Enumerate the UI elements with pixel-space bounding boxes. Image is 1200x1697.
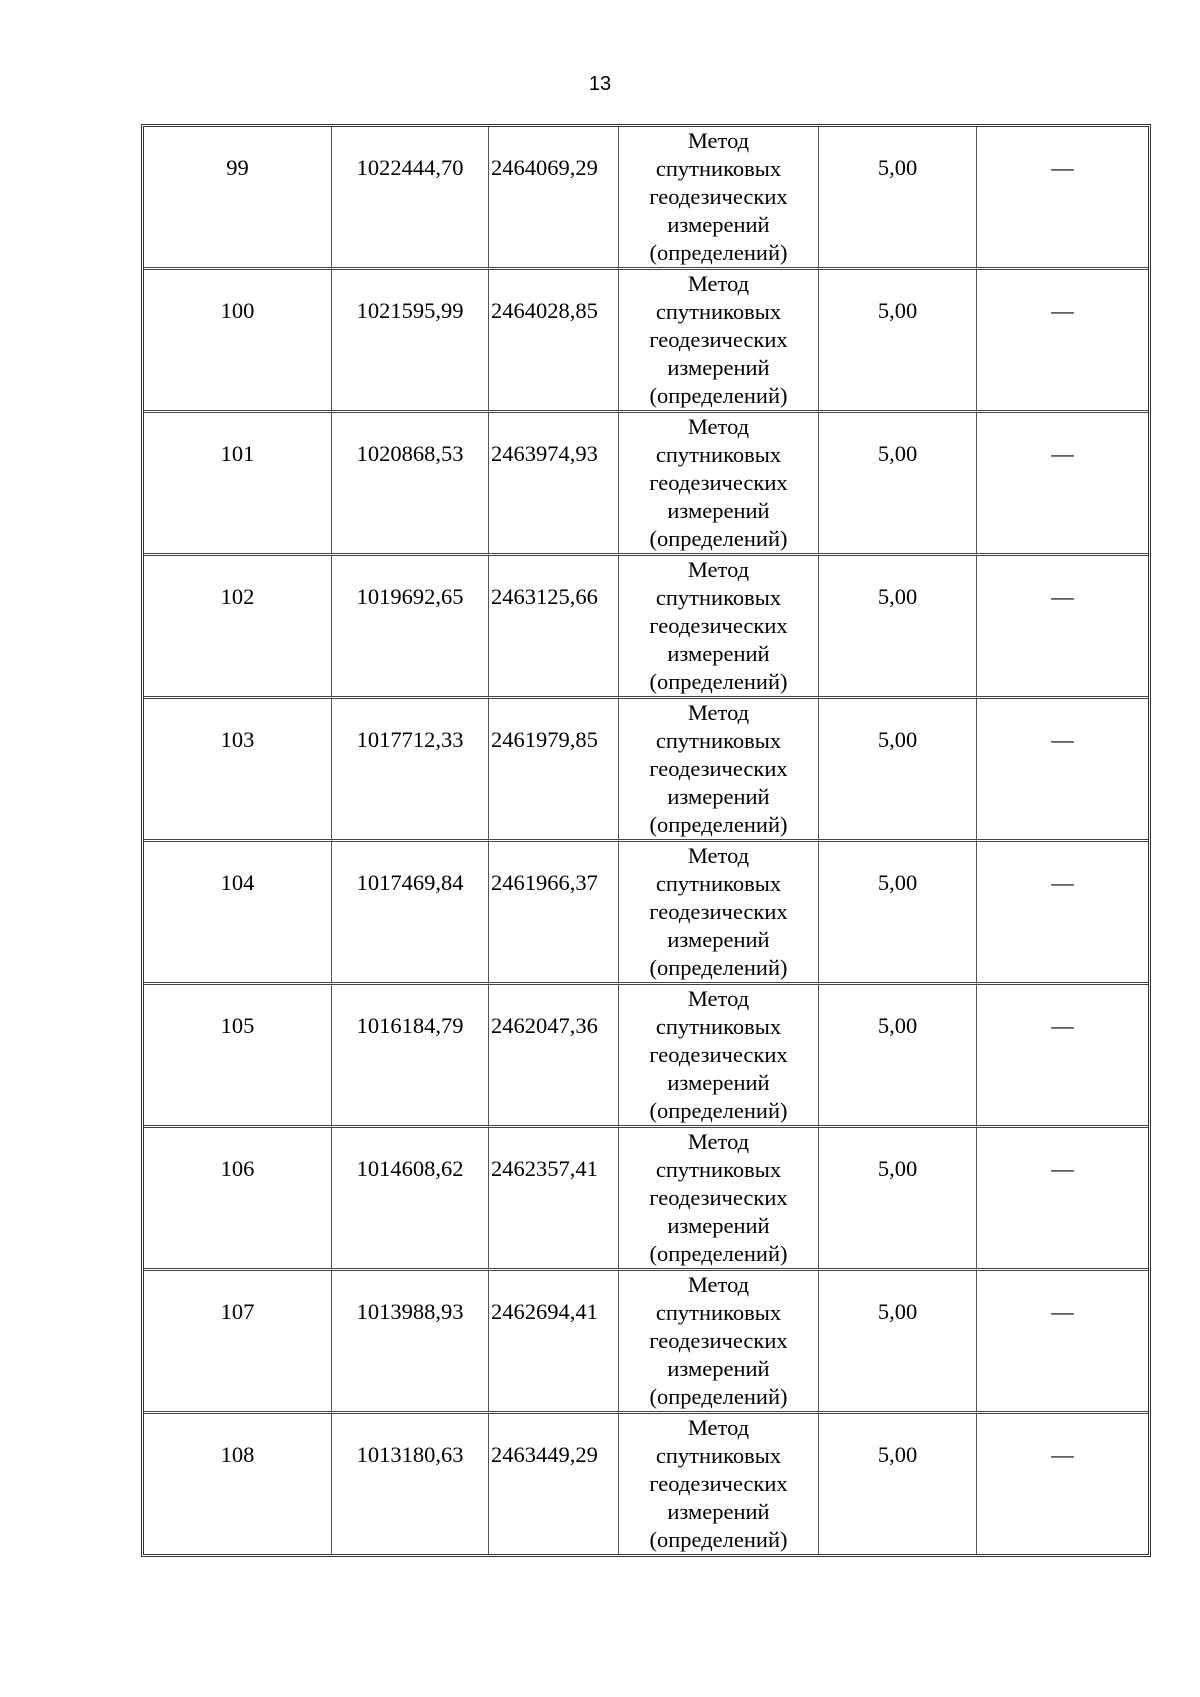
point-number-cell: 106 bbox=[144, 1128, 332, 1271]
method-text-line: геодезических bbox=[649, 756, 788, 781]
method-text-line: спутниковых bbox=[655, 1443, 782, 1468]
coordinate-x-cell: 1021595,99 bbox=[332, 270, 489, 413]
method-text-line: геодезических bbox=[649, 1471, 788, 1496]
table-row bbox=[144, 985, 1148, 1128]
method-text-line: измерений bbox=[667, 1213, 770, 1238]
table-row bbox=[144, 699, 1148, 842]
method-text-line: геодезических bbox=[649, 470, 788, 495]
precision-cell: 5,00 bbox=[819, 1128, 977, 1271]
method-text-line: геодезических bbox=[649, 1042, 788, 1067]
method-cell bbox=[619, 127, 819, 270]
description-value: — bbox=[1051, 441, 1074, 466]
precision-cell: 5,00 bbox=[819, 270, 977, 413]
method-text-line: (определений) bbox=[649, 526, 788, 551]
method-text-line: измерений bbox=[667, 212, 770, 237]
coordinate-x-cell: 1014608,62 bbox=[332, 1128, 489, 1271]
table-row bbox=[144, 1414, 1148, 1554]
method-text-line: (определений) bbox=[649, 1384, 788, 1409]
method-text-line: (определений) bbox=[649, 383, 788, 408]
method-text-line: Метод bbox=[687, 1129, 750, 1154]
point-number-cell: 103 bbox=[144, 699, 332, 842]
method-text-line: Метод bbox=[687, 271, 750, 296]
coordinate-x-cell: 1022444,70 bbox=[332, 127, 489, 270]
method-text-line: Метод bbox=[687, 128, 750, 153]
method-text-line: Метод bbox=[687, 557, 750, 582]
description-cell bbox=[977, 127, 1148, 270]
point-number-cell: 101 bbox=[144, 413, 332, 556]
description-cell bbox=[977, 985, 1148, 1128]
method-text-line: (определений) bbox=[649, 669, 788, 694]
point-number-cell: 99 bbox=[144, 127, 332, 270]
description-cell bbox=[977, 1128, 1148, 1271]
description-value: — bbox=[1051, 1013, 1074, 1038]
method-cell bbox=[619, 699, 819, 842]
table-row bbox=[144, 1128, 1148, 1271]
method-cell bbox=[619, 1128, 819, 1271]
coordinate-y-cell: 2462357,41 bbox=[489, 1128, 619, 1271]
method-text-line: Метод bbox=[687, 1272, 750, 1297]
method-text-line: геодезических bbox=[649, 1328, 788, 1353]
table-row bbox=[144, 842, 1148, 985]
description-cell bbox=[977, 1271, 1148, 1414]
method-cell bbox=[619, 842, 819, 985]
description-value: — bbox=[1051, 1299, 1074, 1324]
method-text-line: геодезических bbox=[649, 899, 788, 924]
coordinate-y-cell: 2463449,29 bbox=[489, 1414, 619, 1554]
description-value: — bbox=[1051, 727, 1074, 752]
precision-cell: 5,00 bbox=[819, 1271, 977, 1414]
method-text-line: (определений) bbox=[649, 955, 788, 980]
description-value: — bbox=[1051, 1156, 1074, 1181]
method-text-line: Метод bbox=[687, 1415, 750, 1440]
method-text-line: измерений bbox=[667, 1499, 770, 1524]
coordinate-y-cell: 2464028,85 bbox=[489, 270, 619, 413]
precision-cell: 5,00 bbox=[819, 842, 977, 985]
point-number-cell: 108 bbox=[144, 1414, 332, 1554]
method-text-line: измерений bbox=[667, 641, 770, 666]
method-cell bbox=[619, 556, 819, 699]
description-cell bbox=[977, 699, 1148, 842]
description-value: — bbox=[1051, 298, 1074, 323]
coordinate-y-cell: 2463974,93 bbox=[489, 413, 619, 556]
coordinate-y-cell: 2461979,85 bbox=[489, 699, 619, 842]
precision-cell: 5,00 bbox=[819, 413, 977, 556]
method-text-line: спутниковых bbox=[655, 585, 782, 610]
description-cell bbox=[977, 1414, 1148, 1554]
description-cell bbox=[977, 413, 1148, 556]
coordinate-y-cell: 2463125,66 bbox=[489, 556, 619, 699]
method-text-line: спутниковых bbox=[655, 1157, 782, 1182]
method-text-line: геодезических bbox=[649, 613, 788, 638]
method-text-line: Метод bbox=[687, 414, 750, 439]
point-number-cell: 105 bbox=[144, 985, 332, 1128]
method-text-line: (определений) bbox=[649, 812, 788, 837]
method-text-line: спутниковых bbox=[655, 442, 782, 467]
coordinate-x-cell: 1020868,53 bbox=[332, 413, 489, 556]
point-number-cell: 104 bbox=[144, 842, 332, 985]
method-text-line: спутниковых bbox=[655, 1014, 782, 1039]
table-row bbox=[144, 413, 1148, 556]
description-value: — bbox=[1051, 155, 1074, 180]
coordinate-y-cell: 2464069,29 bbox=[489, 127, 619, 270]
method-text-line: спутниковых bbox=[655, 871, 782, 896]
method-text-line: геодезических bbox=[649, 184, 788, 209]
precision-cell: 5,00 bbox=[819, 556, 977, 699]
method-text-line: (определений) bbox=[649, 1527, 788, 1552]
table-row bbox=[144, 270, 1148, 413]
method-cell bbox=[619, 1271, 819, 1414]
table-row bbox=[144, 556, 1148, 699]
coordinate-y-cell: 2461966,37 bbox=[489, 842, 619, 985]
method-text-line: Метод bbox=[687, 700, 750, 725]
coordinate-x-cell: 1017469,84 bbox=[332, 842, 489, 985]
method-text-line: (определений) bbox=[649, 1241, 788, 1266]
method-cell bbox=[619, 270, 819, 413]
coordinates-table bbox=[141, 124, 1151, 1557]
description-cell bbox=[977, 842, 1148, 985]
method-text-line: измерений bbox=[667, 927, 770, 952]
description-value: — bbox=[1051, 870, 1074, 895]
description-cell bbox=[977, 556, 1148, 699]
description-cell bbox=[977, 270, 1148, 413]
method-cell bbox=[619, 413, 819, 556]
method-text-line: спутниковых bbox=[655, 728, 782, 753]
description-value: — bbox=[1051, 584, 1074, 609]
method-text-line: Метод bbox=[687, 986, 750, 1011]
point-number-cell: 107 bbox=[144, 1271, 332, 1414]
method-cell bbox=[619, 985, 819, 1128]
method-text-line: измерений bbox=[667, 1070, 770, 1095]
method-text-line: геодезических bbox=[649, 1185, 788, 1210]
coordinate-x-cell: 1013180,63 bbox=[332, 1414, 489, 1554]
precision-cell: 5,00 bbox=[819, 127, 977, 270]
method-text-line: измерений bbox=[667, 784, 770, 809]
coordinate-y-cell: 2462694,41 bbox=[489, 1271, 619, 1414]
method-text-line: измерений bbox=[667, 1356, 770, 1381]
coordinate-y-cell: 2462047,36 bbox=[489, 985, 619, 1128]
method-text-line: (определений) bbox=[649, 240, 788, 265]
method-text-line: (определений) bbox=[649, 1098, 788, 1123]
coordinate-x-cell: 1019692,65 bbox=[332, 556, 489, 699]
coordinate-x-cell: 1016184,79 bbox=[332, 985, 489, 1128]
table-row bbox=[144, 127, 1148, 270]
point-number-cell: 102 bbox=[144, 556, 332, 699]
method-text-line: измерений bbox=[667, 498, 770, 523]
coordinate-x-cell: 1013988,93 bbox=[332, 1271, 489, 1414]
point-number-cell: 100 bbox=[144, 270, 332, 413]
precision-cell: 5,00 bbox=[819, 1414, 977, 1554]
description-value: — bbox=[1051, 1442, 1074, 1467]
page-number: 13 bbox=[588, 73, 612, 95]
method-text-line: геодезических bbox=[649, 327, 788, 352]
method-text-line: измерений bbox=[667, 355, 770, 380]
method-text-line: спутниковых bbox=[655, 299, 782, 324]
table-row bbox=[144, 1271, 1148, 1414]
precision-cell: 5,00 bbox=[819, 699, 977, 842]
method-text-line: спутниковых bbox=[655, 156, 782, 181]
precision-cell: 5,00 bbox=[819, 985, 977, 1128]
method-text-line: Метод bbox=[687, 843, 750, 868]
method-text-line: спутниковых bbox=[655, 1300, 782, 1325]
method-cell bbox=[619, 1414, 819, 1554]
coordinate-x-cell: 1017712,33 bbox=[332, 699, 489, 842]
coordinates-table-body bbox=[144, 127, 1148, 1554]
